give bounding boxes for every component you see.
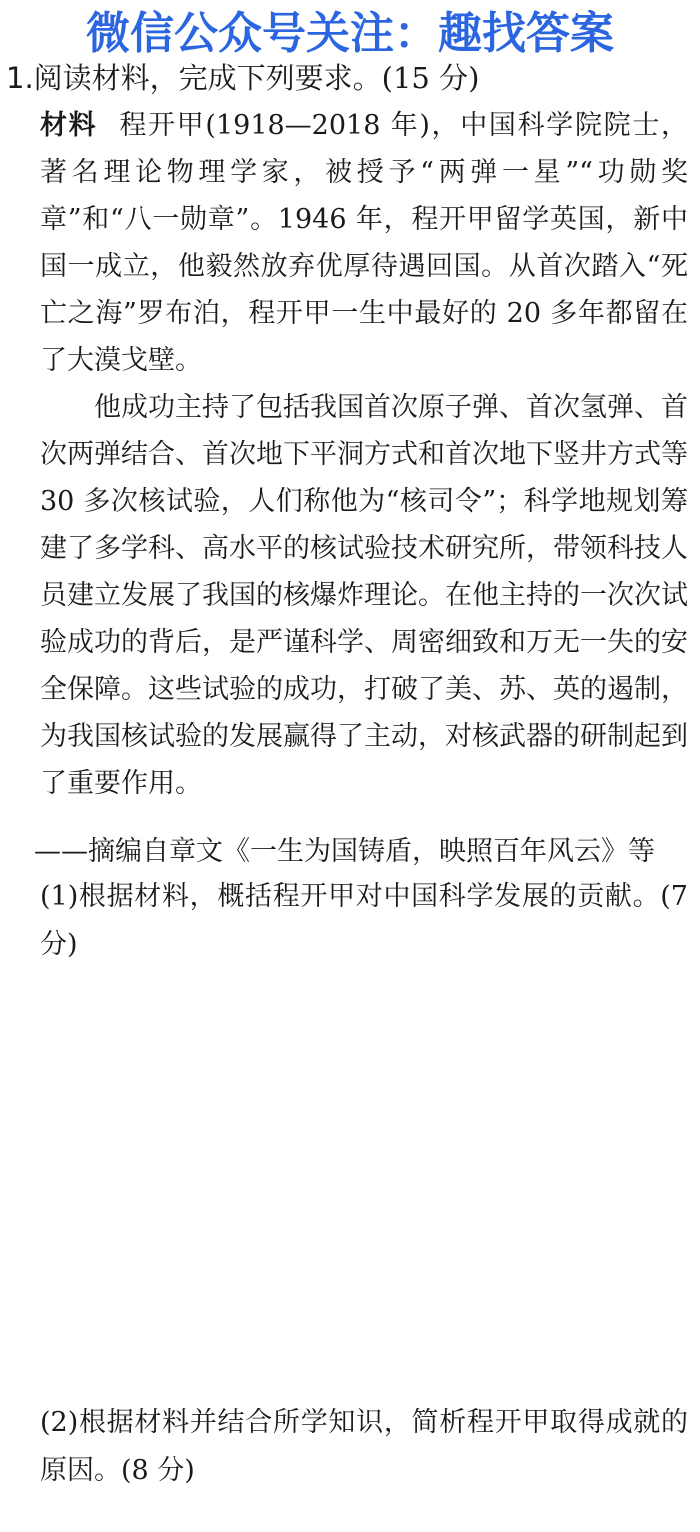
material-source: ——摘编自章文《一生为国铸盾，映照百年风云》等 <box>34 836 655 867</box>
material-passage <box>40 102 688 807</box>
material-paragraph-2: 他成功主持了包括我国首次原子弹、首次氢弹、首次两弹结合、首次地下平洞方式和首次地下竖井方式等 30 多次核试验，人们称他为“核司令”；科学地规划筹建了多学科、高水平的核试验技术研究所，带领科技人员建立发展了我国的核爆炸理论。在他主持的一次次试验成功的背后，是严谨科学、周密细致和万无一失的安全保障。这些试验的成功，打破了美、苏、英的遏制，为我国核试验的发展赢得了主动，对核武器的研制起到了重要作用。 <box>40 392 688 799</box>
material-paragraph-1 <box>40 102 688 384</box>
material-label: 材料 <box>40 110 98 141</box>
subquestion-2 <box>40 1399 688 1495</box>
subquestion-2-text: (2)根据材料并结合所学知识，简析程开甲取得成就的原因。(8 分) <box>40 1407 688 1486</box>
answer-space <box>40 970 688 1390</box>
question-header <box>6 60 696 96</box>
subquestion-1-text: (1)根据材料，概括程开甲对中国科学发展的贡献。(7 分) <box>40 881 688 960</box>
question-number: 1. <box>6 61 34 95</box>
watermark-banner: 微信公众号关注：趣找答案 <box>86 8 614 59</box>
subquestion-1 <box>40 873 688 969</box>
question-instruction: 阅读材料，完成下列要求。(15 分) <box>33 61 480 95</box>
material-paragraph-1-text: 程开甲(1918—2018 年)，中国科学院院士，著名理论物理学家，被授予“两弹一星”“功勋奖章”和“八一勋章”。1946 年，程开甲留学英国，新中国一成立，他毅然放弃优厚待遇回国。从首次踏入“死亡之海”罗布泊，程开甲一生中最好的 20 多年都留在了大漠戈壁。 <box>40 110 689 376</box>
